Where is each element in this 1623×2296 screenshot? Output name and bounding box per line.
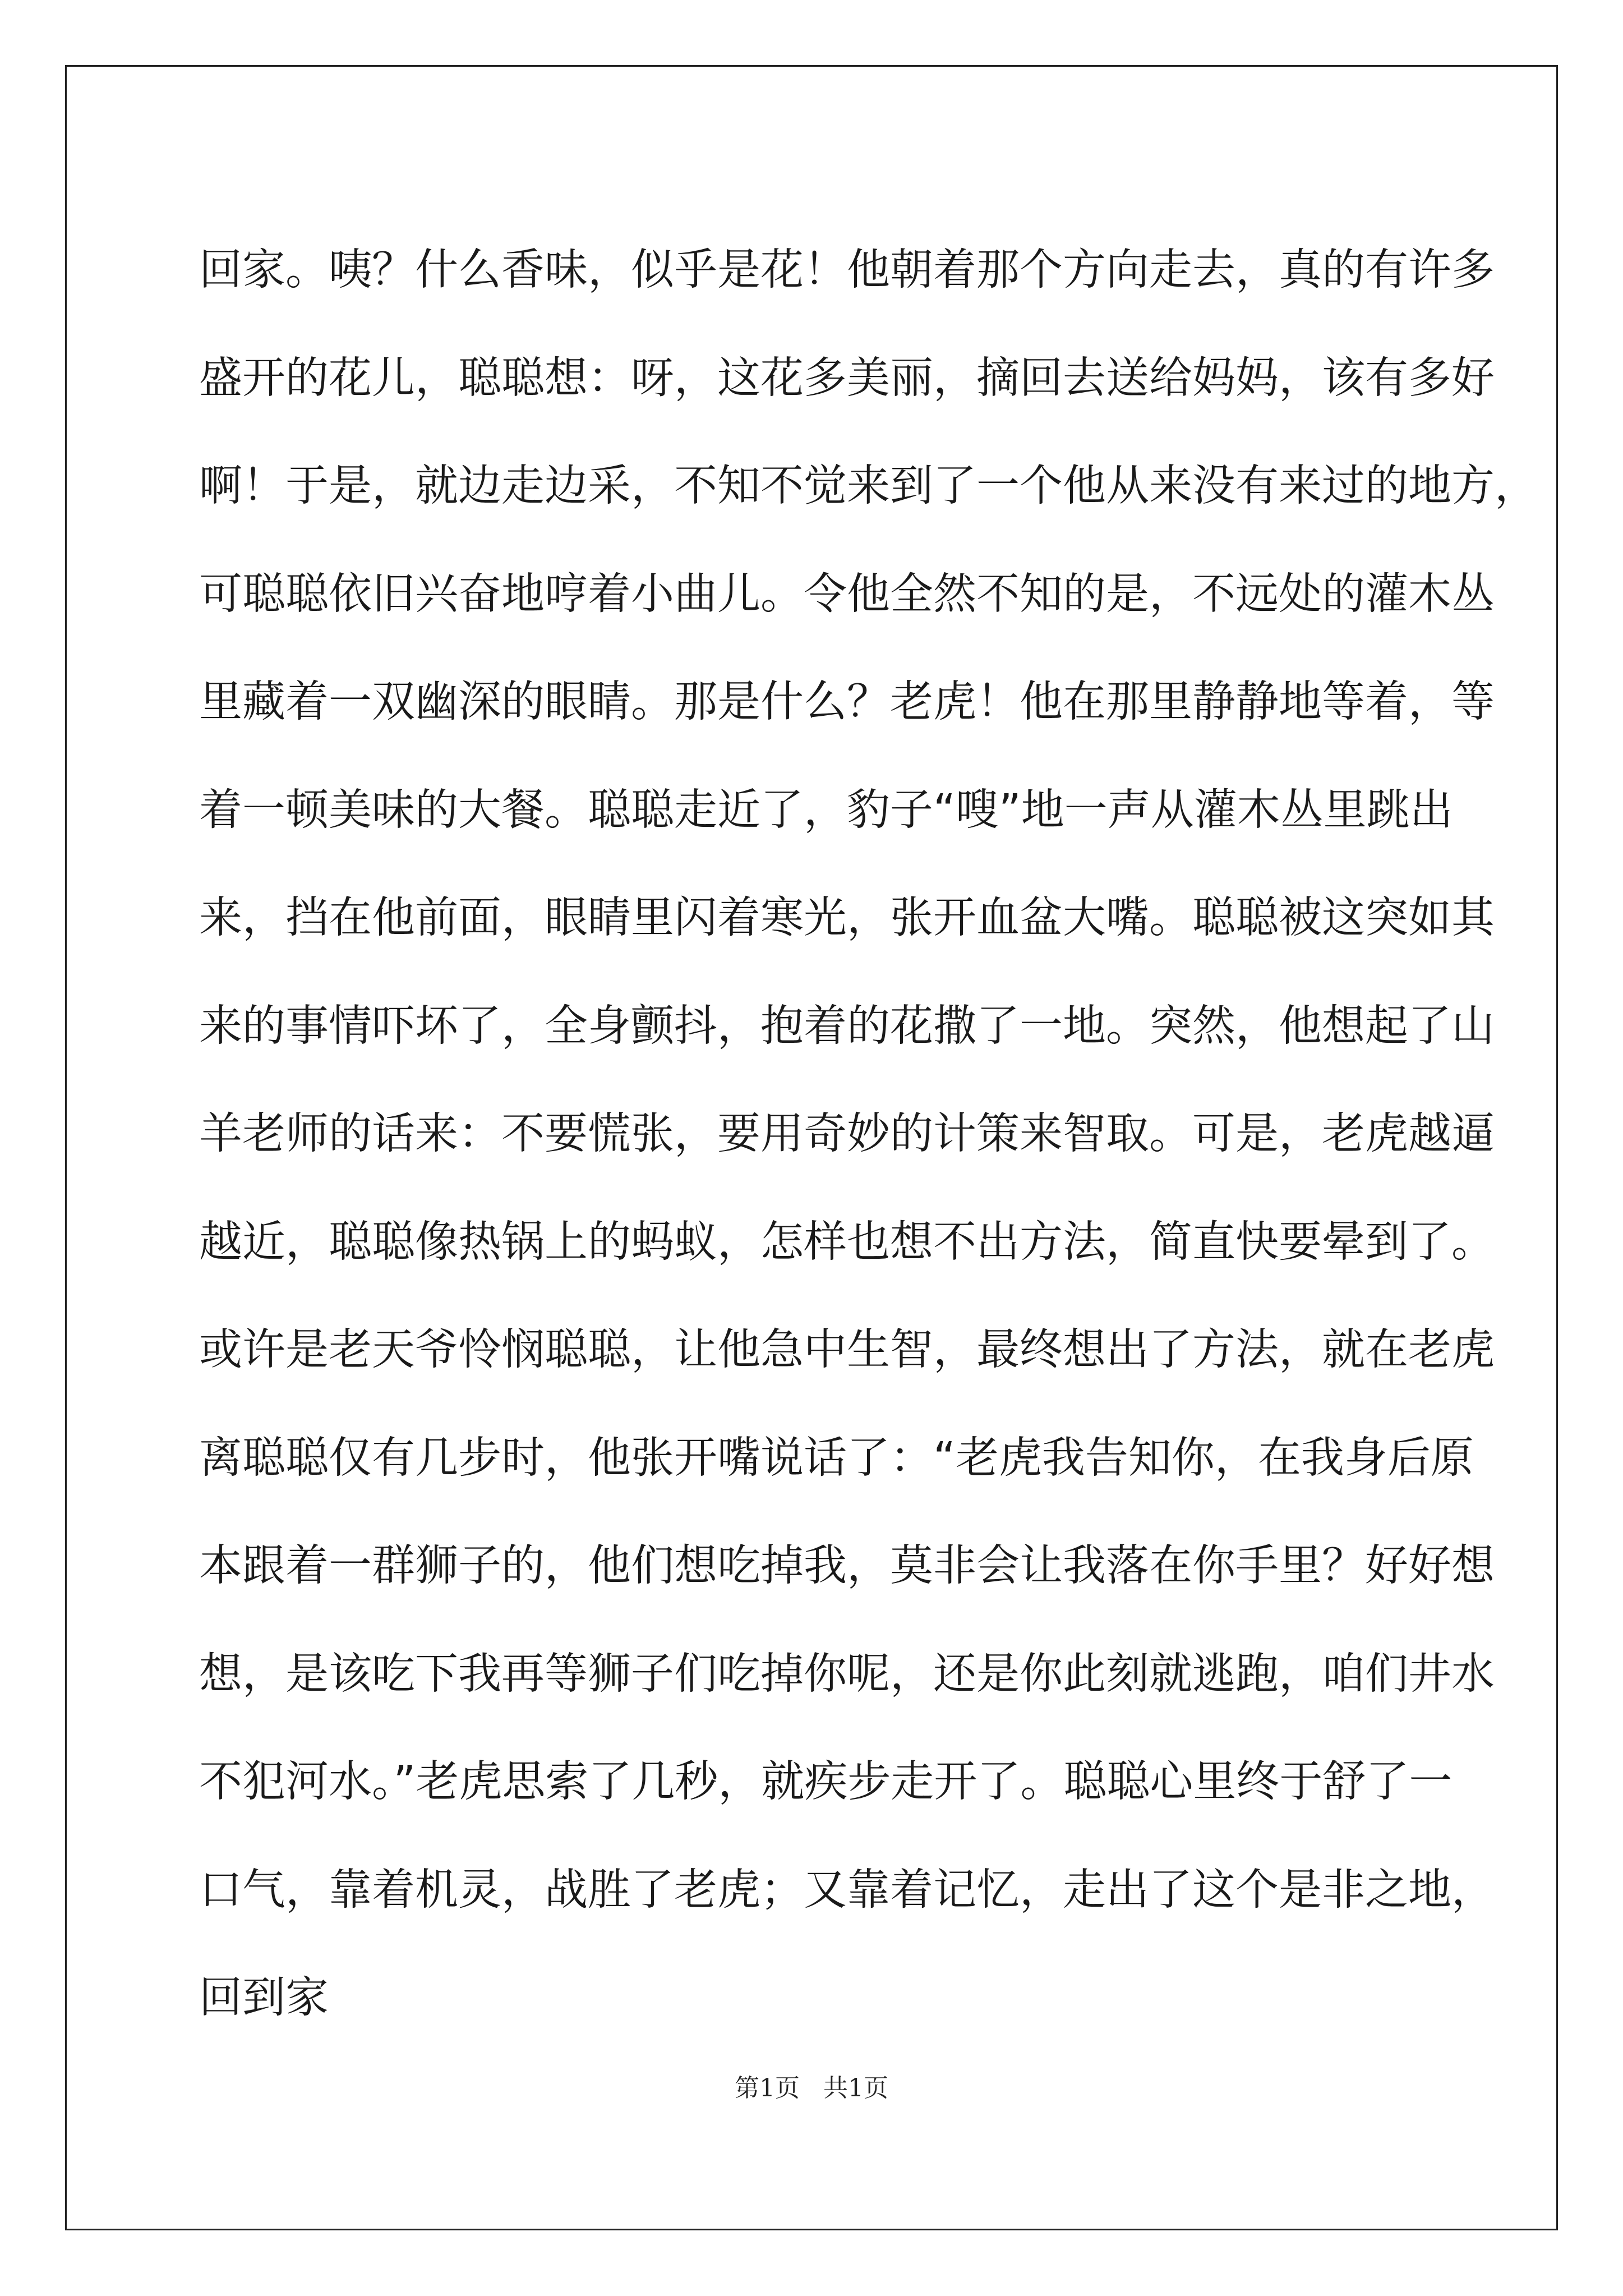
text-line: 或许是老天爷怜悯聪聪，让他急中生智，最终想出了方法，就在老虎 [199,1325,1495,1375]
text-line: 里藏着一双幽深的眼睛。那是什么？老虎！他在那里静静地等着，等 [199,677,1495,727]
text-line: 不犯河水。”老虎思索了几秒，就疾步走开了。聪聪心里终于舒了一 [199,1757,1453,1807]
text-line: 越近，聪聪像热锅上的蚂蚁，怎样也想不出方法，简直快要晕到了。 [199,1217,1495,1267]
text-line: 来的事情吓坏了，全身颤抖，抱着的花撒了一地。突然，他想起了山 [199,1001,1495,1051]
text-line: 回家。咦？什么香味，似乎是花！他朝着那个方向走去，真的有许多 [199,245,1495,295]
text-line: 想，是该吃下我再等狮子们吃掉你呢，还是你此刻就逃跑，咱们井水 [199,1649,1495,1699]
text-line: 羊老师的话来：不要慌张，要用奇妙的计策来智取。可是，老虎越逼 [199,1109,1495,1159]
body-text [199,217,1538,2053]
text-line: 本跟着一群狮子的，他们想吃掉我，莫非会让我落在你手里？好好想 [199,1541,1495,1591]
text-line: 啊！于是，就边走边采，不知不觉来到了一个他从来没有来过的地方， [199,461,1538,511]
text-line: 可聪聪依旧兴奋地哼着小曲儿。令他全然不知的是，不远处的灌木丛 [199,569,1495,619]
text-line: 回到家 [199,1973,329,2023]
text-line: 盛开的花儿，聪聪想：呀，这花多美丽，摘回去送给妈妈，该有多好 [199,353,1495,403]
page-footer: 第1页 共1页 [735,2074,888,2102]
text-line: 离聪聪仅有几步时，他张开嘴说话了：“老虎我告知你，在我身后原 [199,1433,1474,1483]
text-line: 着一顿美味的大餐。聪聪走近了，豹子“嗖”地一声从灌木丛里跳出 [199,785,1453,835]
text-line: 来，挡在他前面，眼睛里闪着寒光，张开血盆大嘴。聪聪被这突如其 [199,893,1495,943]
text-line: 口气，靠着机灵，战胜了老虎；又靠着记忆，走出了这个是非之地， [199,1865,1495,1915]
